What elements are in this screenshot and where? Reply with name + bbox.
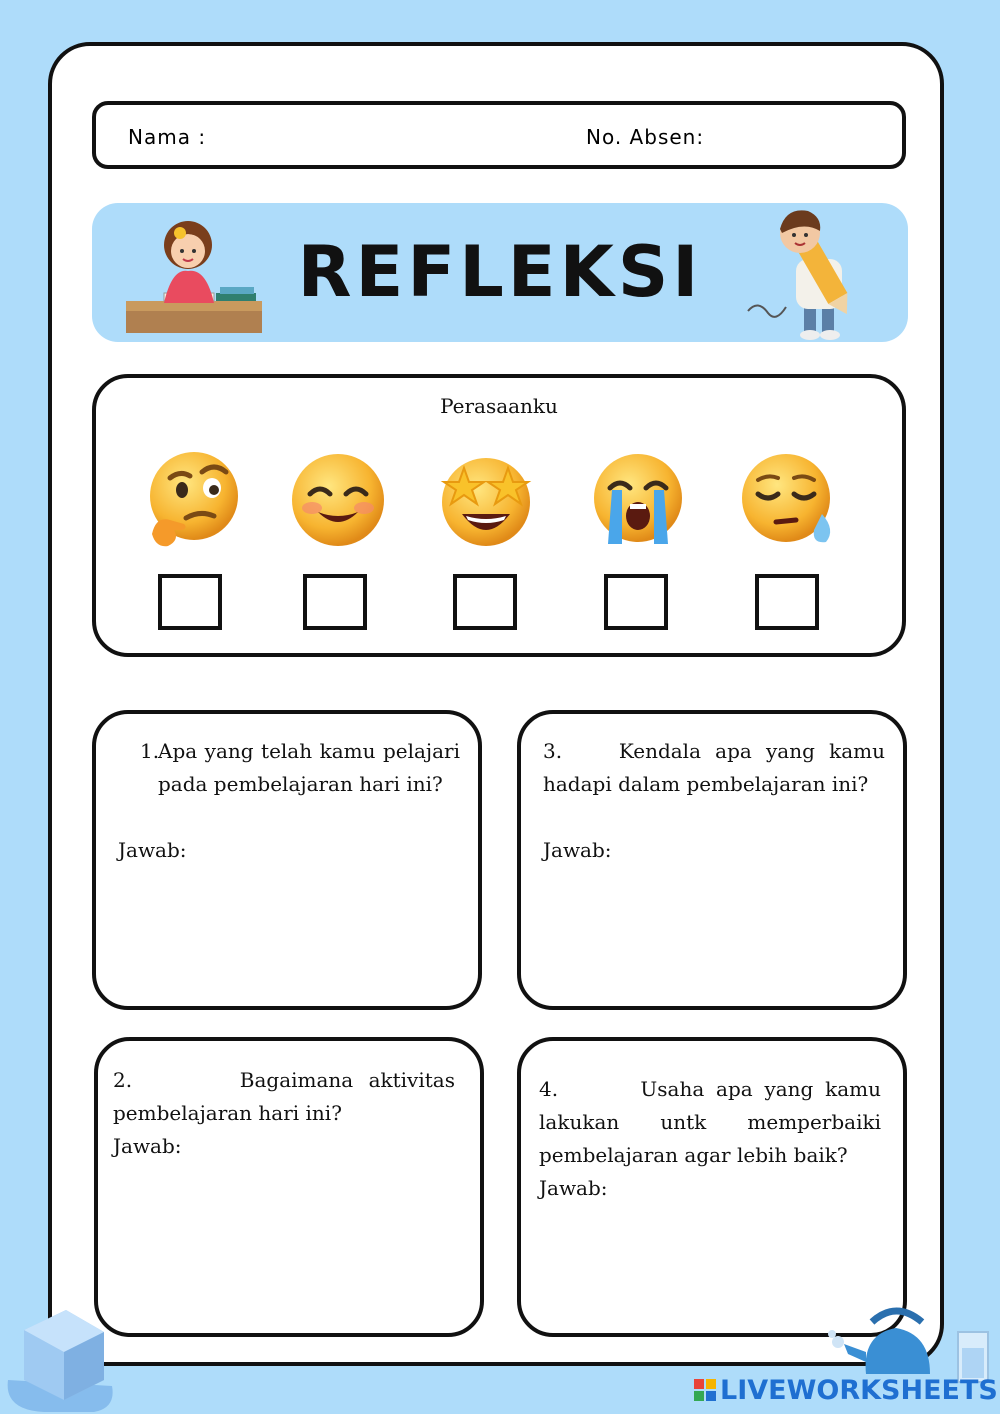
question-2-answer-label: Jawab:: [113, 1134, 182, 1158]
question-4-text: [539, 1073, 881, 1172]
question-1-box[interactable]: [92, 710, 482, 1010]
question-4-box[interactable]: [517, 1037, 907, 1337]
sleepy-face-icon: [738, 450, 838, 550]
feeling-checkbox-crying[interactable]: [604, 574, 668, 630]
feeling-checkbox-star-struck[interactable]: [453, 574, 517, 630]
student-info-box: [92, 101, 906, 169]
question-2-body: Bagaimana aktivitas pembelajaran hari ini?: [113, 1068, 455, 1125]
question-3-text: [543, 735, 885, 801]
feeling-checkbox-sleepy[interactable]: [755, 574, 819, 630]
kettle-illustration: [826, 1304, 996, 1384]
ice-cube-illustration: [4, 1300, 116, 1414]
crying-face-icon: [588, 450, 688, 550]
star-struck-face-icon: [436, 450, 536, 550]
question-1-answer-label: Jawab:: [118, 838, 187, 862]
feelings-heading: Perasaanku: [440, 394, 558, 418]
question-1-text: Apa yang telah kamu pelajari pada pembelajaran hari ini?: [158, 739, 460, 796]
question-3-number: 3.: [543, 739, 563, 763]
liveworksheets-mark-icon: [694, 1379, 716, 1401]
question-4-body: Usaha apa yang kamu lakukan untk memperbaiki pembelajaran agar lebih baik?: [539, 1077, 881, 1167]
feeling-checkbox-thinking[interactable]: [158, 574, 222, 630]
feeling-checkbox-smiling[interactable]: [303, 574, 367, 630]
question-1-number: 1.: [140, 739, 160, 763]
smiling-face-icon: [288, 450, 388, 550]
absen-label: No. Absen:: [586, 125, 705, 149]
question-4-answer-label: Jawab:: [539, 1176, 608, 1200]
title-banner: [92, 203, 908, 342]
liveworksheets-logo: [694, 1374, 998, 1406]
thinking-face-icon: [144, 450, 244, 550]
liveworksheets-brand: LIVEWORKSHEETS: [720, 1374, 998, 1406]
feelings-box: [92, 374, 906, 657]
question-2-text: [113, 1064, 455, 1130]
question-3-body: Kendala apa yang kamu hadapi dalam pembelajaran ini?: [543, 739, 885, 796]
question-2-box[interactable]: [94, 1037, 484, 1337]
boy-with-pencil-illustration: [742, 203, 872, 342]
nama-label: Nama :: [128, 125, 207, 149]
question-4-number: 4.: [539, 1077, 559, 1101]
question-3-box[interactable]: [517, 710, 907, 1010]
question-3-answer-label: Jawab:: [543, 838, 612, 862]
question-2-number: 2.: [113, 1068, 133, 1092]
banner-title: REFLEKSI: [297, 231, 703, 313]
